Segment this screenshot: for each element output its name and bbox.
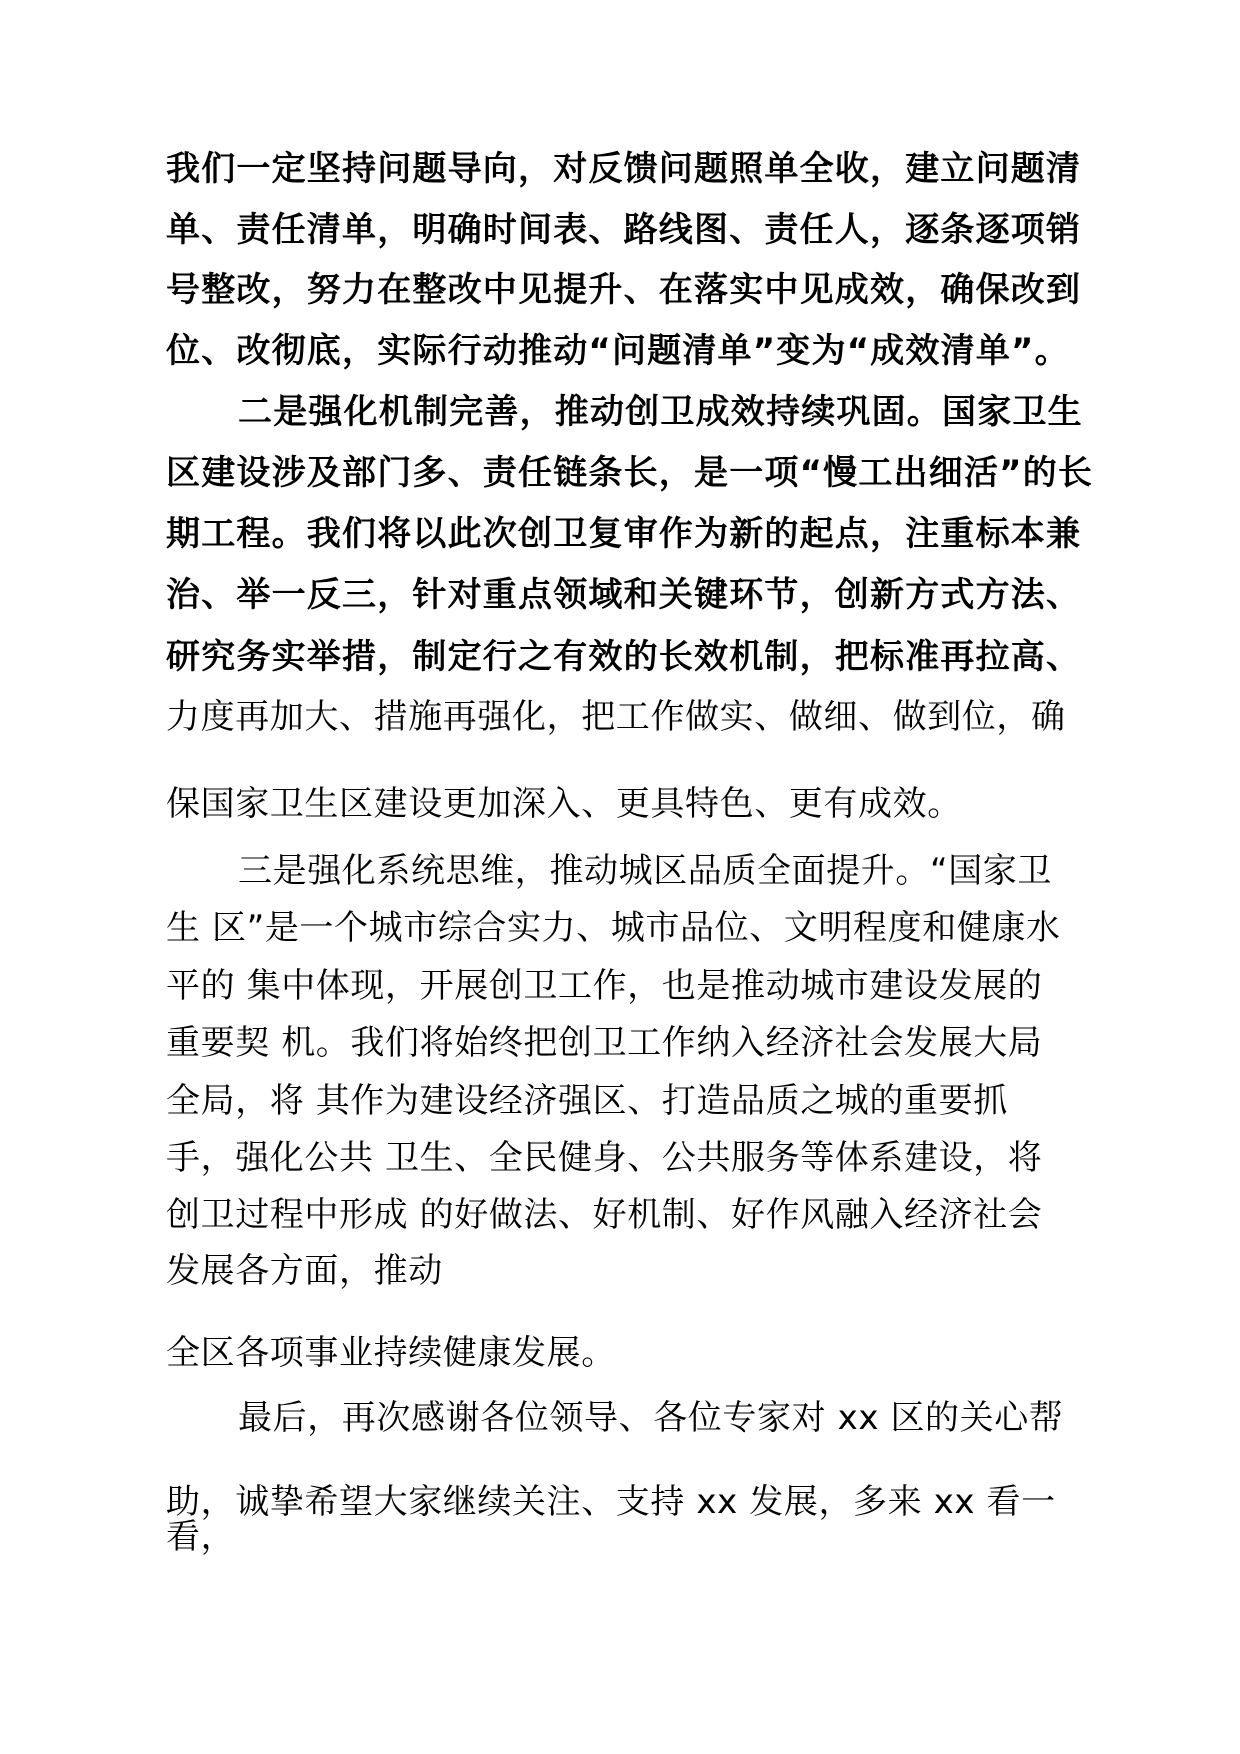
text-line-8: 治、举一反三，针对重点领域和关键环节，创新方式方法、 xyxy=(166,575,1082,615)
text-line-14: 平的 集中体现，开展创卫工作，也是推动城市建设发展的 xyxy=(166,966,1043,1006)
text-line-10: 力度再加大、措施再强化，把工作做实、做细、做到位，确 xyxy=(166,697,1066,737)
text-line-17: 手，强化公共 卫生、全民健身、公共服务等体系建设，将 xyxy=(166,1138,1043,1178)
text-line-6: 区建设涉及部门多、责任链条长，是一项“慢工出细活”的长 xyxy=(166,453,1094,493)
text-line-19: 发展各方面，推动 xyxy=(166,1251,443,1291)
paragraph-4-first-line: 最后，再次感谢各位领导、各位专家对 xx 区的关心帮 xyxy=(238,1398,1064,1438)
text-line-18: 创卫过程中形成 的好做法、好机制、好作风融入经济社会 xyxy=(166,1195,1043,1235)
text-line-22: 助，诚挚希望大家继续关注、支持 xx 发展，多来 xx 看一 xyxy=(166,1482,1056,1522)
paragraph-3-first-line: 三是强化系统思维，推动城区品质全面提升。“国家卫 xyxy=(238,851,1053,891)
text-line-9: 研究务实举措，制定行之有效的长效机制，把标准再拉高、 xyxy=(166,637,1082,677)
text-line-16: 全局，将 其作为建设经济强区、打造品质之城的重要抓 xyxy=(166,1081,1008,1121)
paragraph-2-first-line: 二是强化机制完善，推动创卫成效持续巩固。国家卫生 xyxy=(238,392,1083,432)
text-line-3: 号整改，努力在整改中见提升、在落实中见成效，确保改到 xyxy=(166,270,1082,310)
text-line-4: 位、改彻底，实际行动推动“问题清单”变为“成效清单”。 xyxy=(166,331,1070,371)
text-line-20: 全区各项事业持续健康发展。 xyxy=(166,1333,616,1373)
text-line-1: 我们一定坚持问题导向，对反馈问题照单全收，建立问题清 xyxy=(166,149,1082,189)
text-line-15: 重要契 机。我们将始终把创卫工作纳入经济社会发展大局 xyxy=(166,1023,1043,1063)
text-line-23: 看， xyxy=(166,1517,236,1557)
text-line-11: 保国家卫生区建设更加深入、更具特色、更有成效。 xyxy=(166,784,962,824)
text-line-2: 单、责任清单，明确时间表、路线图、责任人，逐条逐项销 xyxy=(166,210,1082,250)
text-line-13: 生 区”是一个城市综合实力、城市品位、文明程度和健康水 xyxy=(166,908,1061,948)
text-line-7: 期工程。我们将以此次创卫复审作为新的起点，注重标本兼 xyxy=(166,514,1082,554)
